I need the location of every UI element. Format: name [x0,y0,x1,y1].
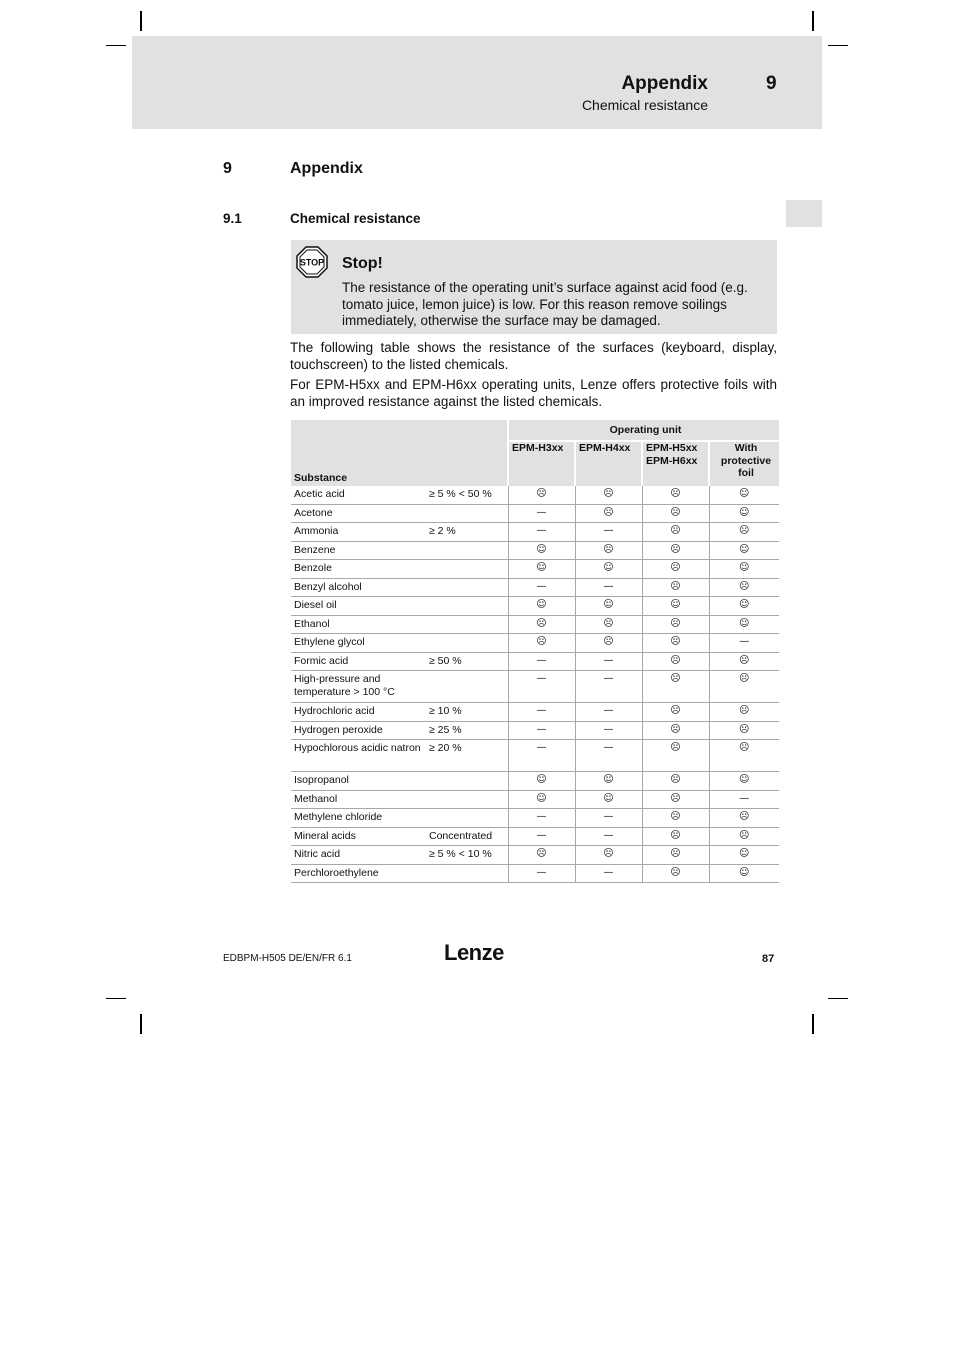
table-row [291,560,779,579]
crop-mark [140,1014,142,1034]
h5-h6-rating-cell: ☹ [642,772,709,791]
h4-rating-cell: — [575,523,642,542]
table-row [291,671,779,703]
h3-rating-cell: — [508,809,575,828]
table-row [291,578,779,597]
h4-rating-cell: ☹ [575,846,642,865]
foil-rating-cell: — [709,790,779,809]
concentration-cell [426,772,508,791]
h3-rating-cell: — [508,578,575,597]
concentration-cell: Concentrated [426,827,508,846]
h3-rating-cell: ☺ [508,541,575,560]
h3-rating-cell: — [508,703,575,722]
crop-mark [140,11,142,31]
h3-rating-cell: ☺ [508,560,575,579]
stop-title: Stop! [342,255,383,272]
foil-rating-cell: ☺ [709,846,779,865]
h4-rating-cell: ☹ [575,486,642,504]
foil-paragraph: For EPM-H5xx and EPM-H6xx operating units, Lenze offers protective foils with an improved resistance against the listed chemicals. [290,377,777,409]
foil-rating-cell: ☺ [709,597,779,616]
table-row [291,486,779,504]
footer-doc-id: EDBPM-H505 DE/EN/FR 6.1 [223,953,352,964]
crop-mark [106,998,126,999]
h3-rating-cell: ☹ [508,634,575,653]
table-row [291,504,779,523]
h5-h6-rating-cell: ☹ [642,721,709,740]
h5-h6-rating-cell: ☹ [642,578,709,597]
subsection-number: 9.1 [223,211,242,226]
table-row [291,652,779,671]
crop-mark [828,45,848,46]
h5-h6-rating-cell: ☹ [642,615,709,634]
subsection-title: Chemical resistance [290,211,421,226]
substance-cell: Benzyl alcohol [291,578,426,597]
h4-rating-cell: ☺ [575,560,642,579]
h4-rating-cell: — [575,578,642,597]
h5-h6-rating-cell: ☹ [642,652,709,671]
chemical-resistance-table [291,420,779,883]
table-row [291,809,779,828]
h4-rating-cell: — [575,652,642,671]
h5-h6-rating-cell: ☹ [642,809,709,828]
foil-rating-cell: ☹ [709,523,779,542]
table-row [291,721,779,740]
h5-h6-rating-cell: ☹ [642,560,709,579]
table-row [291,541,779,560]
substance-cell: Diesel oil [291,597,426,616]
substance-cell: Ammonia [291,523,426,542]
foil-rating-cell: ☺ [709,560,779,579]
header-subtitle: Chemical resistance [581,97,708,113]
operating-unit-header: Operating unit [508,420,779,441]
h5-h6-rating-cell: ☹ [642,523,709,542]
h3-rating-cell: ☺ [508,772,575,791]
h4-rating-cell: — [575,740,642,772]
foil-rating-cell: ☹ [709,578,779,597]
col-header-foil: With protective foil [709,441,779,486]
section-title: Appendix [290,160,363,177]
concentration-cell: ≥ 2 % [426,523,508,542]
h5-h6-rating-cell: ☹ [642,846,709,865]
table-row [291,634,779,653]
page-number: 87 [762,953,775,965]
foil-rating-cell: ☺ [709,772,779,791]
h3-rating-cell: ☹ [508,846,575,865]
concentration-cell [426,864,508,883]
concentration-cell [426,541,508,560]
h5-h6-rating-cell: ☹ [642,827,709,846]
substance-cell: Mineral acids [291,827,426,846]
substance-cell: Hydrogen peroxide [291,721,426,740]
h5-h6-rating-cell: ☹ [642,634,709,653]
h4-rating-cell: ☺ [575,597,642,616]
col-header-h3: EPM-H3xx [508,441,575,486]
foil-rating-cell: ☹ [709,703,779,722]
h4-rating-cell: — [575,671,642,703]
h4-rating-cell: ☺ [575,772,642,791]
h4-rating-cell: ☺ [575,790,642,809]
substance-cell: Isopropanol [291,772,426,791]
h3-rating-cell: — [508,827,575,846]
substance-cell: Nitric acid [291,846,426,865]
concentration-cell: ≥ 50 % [426,652,508,671]
concentration-cell [426,560,508,579]
h4-rating-cell: ☹ [575,615,642,634]
foil-rating-cell: ☺ [709,541,779,560]
foil-rating-cell: — [709,634,779,653]
stop-text: The resistance of the operating unit’s surface against acid food (e.g. tomato juice, lemon juice) is low. For this reason remove soilings immediately, otherwise the surface may be damaged. [342,280,748,328]
foil-rating-cell: ☹ [709,721,779,740]
concentration-cell [426,634,508,653]
table-row [291,740,779,772]
h4-rating-cell: — [575,703,642,722]
h3-rating-cell: ☺ [508,790,575,809]
h5-h6-rating-cell: ☹ [642,541,709,560]
table-row [291,703,779,722]
concentration-cell [426,578,508,597]
h4-rating-cell: ☹ [575,634,642,653]
h5-h6-rating-cell: ☹ [642,864,709,883]
h4-rating-cell: ☹ [575,504,642,523]
col-header-h4: EPM-H4xx [575,441,642,486]
foil-rating-cell: ☹ [709,827,779,846]
concentration-cell: ≥ 25 % [426,721,508,740]
concentration-cell [426,597,508,616]
substance-cell: Methylene chloride [291,809,426,828]
h3-rating-cell: — [508,504,575,523]
table-row [291,597,779,616]
substance-cell: Methanol [291,790,426,809]
side-tab-marker [786,200,822,227]
table-row [291,523,779,542]
table-row [291,615,779,634]
lenze-logo: Lenze [444,940,504,965]
h5-h6-rating-cell: ☹ [642,790,709,809]
stop-sign-icon [296,246,328,278]
foil-rating-cell: ☺ [709,615,779,634]
substance-cell: Benzene [291,541,426,560]
h3-rating-cell: — [508,740,575,772]
concentration-cell: ≥ 10 % [426,703,508,722]
intro-paragraph: The following table shows the resistance of the surfaces (keyboard, display, touchscreen) to the listed chemicals. [290,340,777,372]
h4-rating-cell: — [575,864,642,883]
foil-rating-cell: ☹ [709,671,779,703]
h3-rating-cell: — [508,523,575,542]
substance-cell: Acetone [291,504,426,523]
substance-cell: Ethanol [291,615,426,634]
table-row [291,846,779,865]
h4-rating-cell: — [575,721,642,740]
foil-rating-cell: ☹ [709,652,779,671]
h4-rating-cell: — [575,809,642,828]
h3-rating-cell: — [508,721,575,740]
substance-cell: High-pressure and temperature > 100 °C [291,671,426,703]
h5-h6-rating-cell: ☺ [642,597,709,616]
table-body [291,486,779,883]
substance-cell: Hypochlorous acidic natron [291,740,426,772]
substance-cell: Benzole [291,560,426,579]
foil-rating-cell: ☺ [709,864,779,883]
h3-rating-cell: — [508,652,575,671]
header-chapter-number: 9 [766,73,777,94]
header-title: Appendix [621,73,708,94]
crop-mark [812,11,814,31]
foil-rating-cell: ☹ [709,809,779,828]
concentration-cell: ≥ 5 % < 10 % [426,846,508,865]
concentration-cell [426,809,508,828]
crop-mark [106,45,126,46]
h5-h6-rating-cell: ☹ [642,703,709,722]
stop-icon-label: STOP [299,257,325,268]
table-row [291,790,779,809]
foil-rating-cell: ☺ [709,504,779,523]
h3-rating-cell: ☹ [508,615,575,634]
concentration-cell [426,504,508,523]
h3-rating-cell: — [508,864,575,883]
concentration-cell: ≥ 20 % [426,740,508,772]
section-number: 9 [223,160,232,177]
substance-cell: Acetic acid [291,486,426,504]
substance-header: Substance [291,420,508,486]
table-row [291,864,779,883]
h3-rating-cell: — [508,671,575,703]
concentration-cell [426,790,508,809]
substance-cell: Perchloroethylene [291,864,426,883]
crop-mark [812,1014,814,1034]
h3-rating-cell: ☺ [508,597,575,616]
h5-h6-rating-cell: ☹ [642,740,709,772]
h4-rating-cell: — [575,827,642,846]
header-band [132,36,822,129]
concentration-cell [426,615,508,634]
substance-cell: Ethylene glycol [291,634,426,653]
h3-rating-cell: ☹ [508,486,575,504]
concentration-cell: ≥ 5 % < 50 % [426,486,508,504]
crop-mark [828,998,848,999]
table-row [291,772,779,791]
h5-h6-rating-cell: ☹ [642,486,709,504]
foil-rating-cell: ☺ [709,486,779,504]
foil-rating-cell: ☹ [709,740,779,772]
col-header-h5-h6: EPM-H5xx EPM-H6xx [642,441,709,486]
substance-cell: Hydrochloric acid [291,703,426,722]
h5-h6-rating-cell: ☹ [642,504,709,523]
concentration-cell [426,671,508,703]
h5-h6-rating-cell: ☹ [642,671,709,703]
table-row [291,827,779,846]
substance-cell: Formic acid [291,652,426,671]
h4-rating-cell: ☹ [575,541,642,560]
